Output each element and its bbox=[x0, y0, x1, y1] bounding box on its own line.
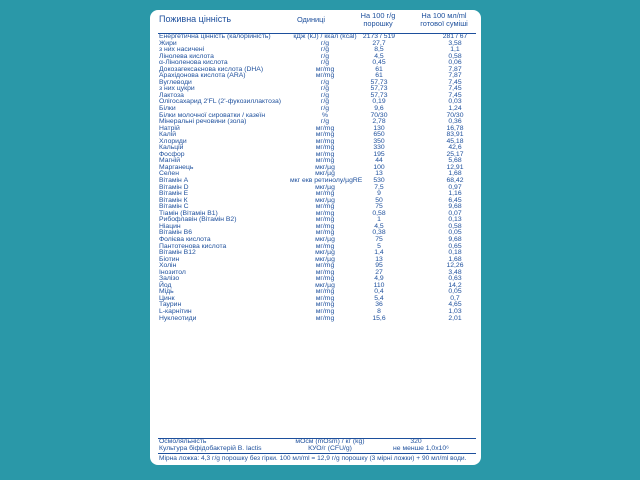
value-per-100ml: 0,7 bbox=[450, 294, 460, 302]
nutrient-name: Лінолева кислота bbox=[159, 52, 214, 60]
nutrient-name: Залізо bbox=[159, 275, 180, 283]
osmolality-label: Осмоляльність bbox=[159, 438, 207, 445]
nutrient-unit: мг/mg bbox=[315, 242, 335, 250]
nutrient-unit: мкг/µg bbox=[315, 183, 335, 191]
value-per-100ml: 45,18 bbox=[446, 137, 464, 145]
value-per-100ml: 7,87 bbox=[448, 65, 462, 73]
value-per-100ml: 0,05 bbox=[448, 288, 462, 296]
nutrient-name: Енергетична цінність (калорійність) bbox=[159, 33, 271, 40]
value-per-100ml: 25,17 bbox=[446, 150, 464, 158]
nutrient-name: Рибофлавін (Вітамін В2) bbox=[159, 216, 237, 224]
bifido-label: Культура біфідобактерій B. lactis bbox=[159, 445, 262, 452]
nutrient-name: Селен bbox=[159, 170, 179, 178]
header-per-100ml-formula: На 100 мл/ml готової суміші bbox=[420, 11, 468, 28]
nutrient-name: Натрій bbox=[159, 124, 180, 132]
nutrient-unit: г/g bbox=[320, 85, 330, 93]
nutrient-name: Лактоза bbox=[159, 91, 184, 99]
nutrient-unit: мг/mg bbox=[315, 65, 335, 73]
nutrient-rows bbox=[150, 34, 481, 322]
value-per-100g: 70/30 bbox=[370, 111, 388, 119]
nutrient-unit: мкг/µg bbox=[315, 235, 335, 243]
nutrient-name: Докозагексаєнова кислота (DHA) bbox=[159, 65, 264, 73]
nutrient-unit: мг/mg bbox=[315, 209, 335, 217]
nutrient-name: Вітамін А bbox=[159, 177, 189, 185]
nutrient-name: Вітамін Е bbox=[159, 190, 189, 198]
nutrient-unit: мкг/µg bbox=[315, 255, 335, 263]
nutrient-unit: кДж (kJ) / ккал (kcal) bbox=[293, 33, 357, 40]
value-per-100g: 100 bbox=[373, 163, 385, 171]
value-per-100g: 8,5 bbox=[374, 46, 384, 54]
value-per-100g: 9 bbox=[377, 190, 381, 198]
value-per-100ml: 1,68 bbox=[448, 255, 462, 263]
value-per-100g: 13 bbox=[375, 170, 383, 178]
nutrient-unit: мг/mg bbox=[315, 307, 335, 315]
value-per-100g: 0,19 bbox=[372, 98, 386, 106]
value-per-100g: 13 bbox=[375, 255, 383, 263]
nutrient-name: Пантотенова кислота bbox=[159, 242, 227, 250]
nutrient-name: Холін bbox=[159, 262, 177, 270]
nutrient-unit: мг/mg bbox=[315, 203, 335, 211]
value-per-100ml: 0,07 bbox=[448, 209, 462, 217]
nutrient-unit: г/g bbox=[320, 78, 330, 86]
header-per-100g-powder: На 100 г/g порошку bbox=[360, 11, 396, 28]
value-per-100g: 1,4 bbox=[374, 249, 384, 257]
nutrient-unit: г/g bbox=[320, 105, 330, 113]
value-per-100ml: 1,1 bbox=[450, 46, 460, 54]
nutrient-unit: мг/mg bbox=[315, 275, 335, 283]
nutrient-name: Вітамін D bbox=[159, 183, 189, 191]
nutrient-name: Марганець bbox=[159, 163, 194, 171]
value-per-100g: 650 bbox=[373, 131, 385, 139]
nutrient-name: Інозитол bbox=[159, 268, 186, 276]
value-per-100g: 9,6 bbox=[374, 105, 384, 113]
table-row bbox=[150, 316, 481, 323]
value-per-100ml: 14,2 bbox=[448, 281, 462, 289]
value-per-100g: 2173 / 519 bbox=[362, 33, 396, 40]
value-per-100ml: 9,68 bbox=[448, 203, 462, 211]
value-per-100ml: 5,68 bbox=[448, 157, 462, 165]
value-per-100g: 5,4 bbox=[374, 294, 384, 302]
value-per-100ml: 2,01 bbox=[448, 314, 462, 322]
nutrient-unit: мг/mg bbox=[315, 268, 335, 276]
value-per-100ml: 16,78 bbox=[446, 124, 464, 132]
value-per-100g: 7,5 bbox=[374, 183, 384, 191]
bifido-value: не менше 1,0х10⁶ bbox=[393, 445, 449, 452]
nutrient-unit: мг/mg bbox=[315, 150, 335, 158]
value-per-100ml: 3,48 bbox=[448, 268, 462, 276]
measuring-spoon-note: Мірна ложка: 4,3 г/g порошку без гірки. 100 мл/ml = 12,9 г/g порошку (3 мірні ложки) + 90 мл/ml води. bbox=[159, 455, 467, 462]
value-per-100g: 75 bbox=[375, 203, 383, 211]
nutrient-name: з них цукри bbox=[159, 85, 195, 93]
value-per-100g: 110 bbox=[373, 281, 385, 289]
nutrient-unit: мг/mg bbox=[315, 262, 335, 270]
value-per-100ml: 7,45 bbox=[448, 91, 462, 99]
value-per-100g: 61 bbox=[375, 65, 383, 73]
nutrient-unit: мг/mg bbox=[315, 314, 335, 322]
value-per-100ml: 70/30 bbox=[446, 111, 464, 119]
value-per-100ml: 83,91 bbox=[446, 131, 464, 139]
nutrient-name: Магній bbox=[159, 157, 181, 165]
nutrient-unit: мкг/µg bbox=[315, 163, 335, 171]
nutrient-unit: мкг екв ретинолу/µgRE bbox=[290, 177, 363, 185]
value-per-100ml: 0,63 bbox=[448, 275, 462, 283]
osmolality-unit: мОсм (mOsm) / кг (kg) bbox=[295, 438, 365, 445]
nutrient-unit: г/g bbox=[320, 118, 330, 126]
value-per-100ml: 68,42 bbox=[446, 177, 464, 185]
value-per-100g: 195 bbox=[373, 150, 385, 158]
nutrient-unit: мг/mg bbox=[315, 190, 335, 198]
value-per-100ml: 9,68 bbox=[448, 235, 462, 243]
value-per-100ml: 1,03 bbox=[448, 307, 462, 315]
nutrient-unit: мг/mg bbox=[315, 131, 335, 139]
value-per-100ml: 0,58 bbox=[448, 222, 462, 230]
value-per-100g: 57,73 bbox=[370, 91, 388, 99]
nutrient-unit: мкг/µg bbox=[315, 196, 335, 204]
nutrient-name: Цинк bbox=[159, 294, 175, 302]
value-per-100g: 57,73 bbox=[370, 85, 388, 93]
value-per-100g: 95 bbox=[375, 262, 383, 270]
value-per-100g: 2,78 bbox=[372, 118, 386, 126]
nutrient-name: Ніацин bbox=[159, 222, 181, 230]
nutrient-unit: г/g bbox=[320, 52, 330, 60]
nutrient-name: Біотин bbox=[159, 255, 180, 263]
value-per-100ml: 0,06 bbox=[448, 59, 462, 67]
value-per-100g: 330 bbox=[373, 144, 385, 152]
value-per-100ml: 1,16 bbox=[448, 190, 462, 198]
nutrient-name: Мідь bbox=[159, 288, 174, 296]
nutrient-unit: г/g bbox=[320, 39, 330, 47]
nutrient-unit: мг/mg bbox=[315, 124, 335, 132]
value-per-100ml: 7,87 bbox=[448, 72, 462, 80]
nutrient-unit: г/g bbox=[320, 46, 330, 54]
value-per-100ml: 0,13 bbox=[448, 216, 462, 224]
value-per-100g: 130 bbox=[373, 124, 385, 132]
nutrient-unit: мг/mg bbox=[315, 144, 335, 152]
value-per-100ml: 7,45 bbox=[448, 78, 462, 86]
nutrient-name: Кальцій bbox=[159, 144, 184, 152]
nutrient-unit: мг/mg bbox=[315, 229, 335, 237]
nutrient-name: Калій bbox=[159, 131, 177, 139]
nutrient-name: Жири bbox=[159, 39, 177, 47]
value-per-100ml: 281 / 67 bbox=[442, 33, 468, 40]
value-per-100g: 5 bbox=[377, 242, 381, 250]
nutrient-name: Нуклеотиди bbox=[159, 314, 197, 322]
value-per-100g: 0,58 bbox=[372, 209, 386, 217]
value-per-100g: 50 bbox=[375, 196, 383, 204]
value-per-100g: 0,45 bbox=[372, 59, 386, 67]
bifido-unit: КУО/г (CFU/g) bbox=[308, 445, 352, 452]
value-per-100ml: 0,05 bbox=[448, 229, 462, 237]
nutrient-name: Білки bbox=[159, 105, 176, 113]
value-per-100ml: 12,26 bbox=[446, 262, 464, 270]
value-per-100ml: 0,97 bbox=[448, 183, 462, 191]
header-units: Одиниці bbox=[296, 15, 326, 24]
value-per-100ml: 4,65 bbox=[448, 301, 462, 309]
value-per-100g: 44 bbox=[375, 157, 383, 165]
note-divider bbox=[158, 453, 476, 454]
value-per-100g: 57,73 bbox=[370, 78, 388, 86]
nutrient-name: Тіамін (Вітамін В1) bbox=[159, 209, 218, 217]
value-per-100ml: 0,03 bbox=[448, 98, 462, 106]
value-per-100ml: 6,45 bbox=[448, 196, 462, 204]
nutrient-unit: мг/mg bbox=[315, 72, 335, 80]
nutrient-name: Фолієва кислота bbox=[159, 235, 211, 243]
value-per-100g: 4,9 bbox=[374, 275, 384, 283]
nutrient-name: L-карнітин bbox=[159, 307, 192, 315]
nutrient-unit: мкг/µg bbox=[315, 249, 335, 257]
nutrient-unit: мг/mg bbox=[315, 216, 335, 224]
value-per-100g: 27,7 bbox=[372, 39, 386, 47]
nutrient-name: Таурин bbox=[159, 301, 182, 309]
value-per-100ml: 3,58 bbox=[448, 39, 462, 47]
nutrient-name: Вуглеводи bbox=[159, 78, 192, 86]
osmolality-value: 320 bbox=[410, 438, 422, 445]
nutrient-unit: г/g bbox=[320, 59, 330, 67]
value-per-100g: 350 bbox=[373, 137, 385, 145]
nutrient-unit: мг/mg bbox=[315, 294, 335, 302]
value-per-100g: 36 bbox=[375, 301, 383, 309]
nutrient-name: Арахідонова кислота (ARA) bbox=[159, 72, 246, 80]
bifido-row bbox=[150, 445, 481, 453]
nutrient-unit: мг/mg bbox=[315, 157, 335, 165]
nutrient-unit: мкг/µg bbox=[315, 170, 335, 178]
value-per-100ml: 0,18 bbox=[448, 249, 462, 257]
value-per-100ml: 0,65 bbox=[448, 242, 462, 250]
nutrient-name: Хлориди bbox=[159, 137, 187, 145]
nutrient-unit: г/g bbox=[320, 98, 330, 106]
nutrient-name: Вітамін В6 bbox=[159, 229, 192, 237]
nutrient-name: Вітамін С bbox=[159, 203, 189, 211]
nutrient-name: Олігосахарид 2'FL (2'-фукозиллактоза) bbox=[159, 98, 282, 106]
nutrient-unit: г/g bbox=[320, 91, 330, 99]
value-per-100ml: 0,36 bbox=[448, 118, 462, 126]
value-per-100g: 0,38 bbox=[372, 229, 386, 237]
value-per-100ml: 1,24 bbox=[448, 105, 462, 113]
value-per-100g: 530 bbox=[373, 177, 385, 185]
value-per-100ml: 7,45 bbox=[448, 85, 462, 93]
nutrient-unit: мг/mg bbox=[315, 222, 335, 230]
value-per-100g: 27 bbox=[375, 268, 383, 276]
value-per-100g: 4,5 bbox=[374, 222, 384, 230]
nutrient-unit: мкг/µg bbox=[315, 281, 335, 289]
value-per-100ml: 1,68 bbox=[448, 170, 462, 178]
nutrient-unit: мг/mg bbox=[315, 288, 335, 296]
value-per-100ml: 12,91 bbox=[446, 163, 464, 171]
value-per-100ml: 42,6 bbox=[448, 144, 462, 152]
nutrient-name: Йод bbox=[159, 281, 172, 289]
nutrient-unit: мг/mg bbox=[315, 301, 335, 309]
header-nutrition-value: Поживна цінність bbox=[159, 14, 232, 24]
nutrient-name: Вітамін К bbox=[159, 196, 188, 204]
nutrient-name: з них насичені bbox=[159, 46, 205, 54]
value-per-100g: 0,4 bbox=[374, 288, 384, 296]
value-per-100g: 75 bbox=[375, 235, 383, 243]
value-per-100g: 1 bbox=[377, 216, 381, 224]
value-per-100g: 8 bbox=[377, 307, 381, 315]
nutrient-unit: % bbox=[321, 111, 329, 119]
nutrition-table-panel bbox=[150, 10, 481, 465]
nutrient-name: Фосфор bbox=[159, 150, 185, 158]
nutrient-unit: мг/mg bbox=[315, 137, 335, 145]
nutrient-name: Білки молочної сироватки / казеїн bbox=[159, 111, 266, 119]
value-per-100g: 4,5 bbox=[374, 52, 384, 60]
nutrient-name: Мінеральні речовини (зола) bbox=[159, 118, 247, 126]
value-per-100g: 61 bbox=[375, 72, 383, 80]
nutrient-name: α-Ліноленова кислота bbox=[159, 59, 228, 67]
value-per-100g: 15,6 bbox=[372, 314, 386, 322]
value-per-100ml: 0,58 bbox=[448, 52, 462, 60]
nutrient-name: Вітамін В12 bbox=[159, 249, 196, 257]
